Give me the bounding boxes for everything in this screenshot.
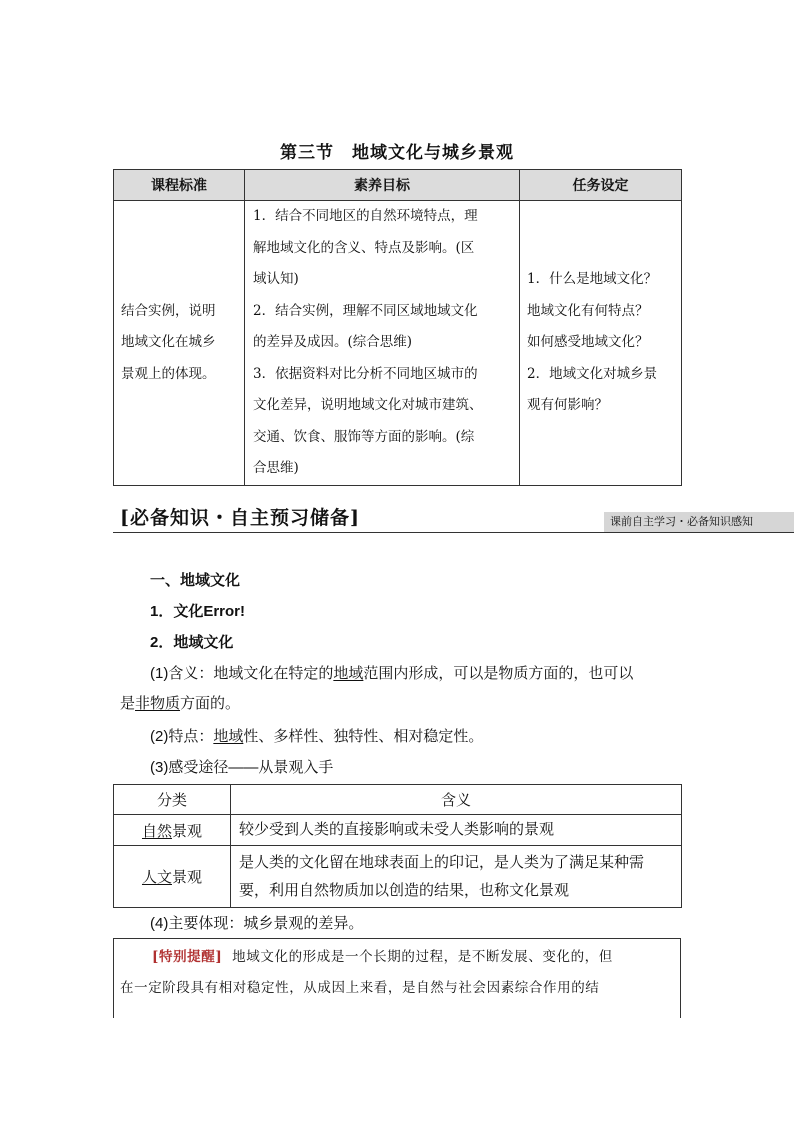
text-line: 2．结合实例，理解不同区域地域文化 <box>253 302 478 319</box>
text-line: 解地域文化的含义、特点及影响。(区 <box>253 239 475 256</box>
category-suffix: 景观 <box>172 822 203 840</box>
header-task-setting: 任务设定 <box>520 170 682 201</box>
literacy-goals-cell <box>245 201 520 486</box>
task-setting-cell <box>520 201 682 486</box>
table-row <box>114 846 682 908</box>
reminder-line-2: 在一定阶段具有相对稳定性，从成因上来看，是自然与社会因素综合作用的结 <box>120 980 600 996</box>
reminder-line-1 <box>152 945 613 965</box>
meaning-line-2 <box>120 692 240 713</box>
text-line: 的差异及成因。(综合思维) <box>253 334 413 350</box>
feature-label: (2)特点： <box>150 728 214 745</box>
landscape-table <box>113 784 682 908</box>
text-line: 合思维) <box>253 460 299 476</box>
item-culture <box>150 600 245 621</box>
section-title: [必备知识・自主预习储备] <box>120 507 360 529</box>
category-cell <box>114 846 231 908</box>
text-line: 3．依据资料对比分析不同地区城市的 <box>253 365 478 382</box>
item-regional-culture: 2．地域文化 <box>150 634 234 651</box>
meaning-line-1 <box>150 662 633 683</box>
header-literacy-goals: 素养目标 <box>245 170 520 201</box>
feature-line <box>150 725 483 746</box>
main-text: 城乡景观的差异。 <box>243 915 364 932</box>
page-title: 第三节 地域文化与城乡景观 <box>280 143 514 163</box>
section-divider <box>113 532 794 533</box>
feature-blank: 地域 <box>213 728 244 745</box>
item-culture-text: 1．文化Error! <box>150 603 246 620</box>
table-header-row <box>114 170 682 201</box>
meaning-text-d: 方面的。 <box>180 695 241 712</box>
text-line: 文化差异，说明地域文化对城市建筑、 <box>253 397 483 413</box>
text-line: 景观上的体现。 <box>121 365 216 382</box>
text-line: 1．结合不同地区的自然环境特点，理 <box>253 208 478 224</box>
reminder-label: [特别提醒] <box>152 949 223 965</box>
text-line: 结合实例，说明 <box>121 302 216 319</box>
table-header-row <box>114 785 682 815</box>
section-tag: 课前自主学习・必备知识感知 <box>604 512 794 532</box>
category-blank: 人文 <box>141 869 172 886</box>
meaning-blank-1: 地域 <box>333 665 364 682</box>
heading-regional-culture: 一、地域文化 <box>150 572 241 589</box>
meaning-cell <box>231 846 682 908</box>
main-manifestation-line <box>150 912 363 933</box>
text-line: 1．什么是地域文化？ <box>527 271 658 287</box>
meaning-text-b: 范围内形成，可以是物质方面的，也可以 <box>363 665 634 682</box>
meaning-text-a: 地域文化在特定的 <box>213 665 334 682</box>
course-standards-table <box>113 169 682 486</box>
text-line: 地域文化有何特点？ <box>527 302 649 319</box>
text-line: 地域文化在城乡 <box>121 334 216 350</box>
meaning-text-c: 是 <box>120 695 136 712</box>
meaning-blank-2: 非物质 <box>135 695 181 712</box>
category-suffix: 景观 <box>172 869 203 886</box>
meaning-label: (1)含义： <box>150 665 214 682</box>
table-row <box>114 201 682 486</box>
category-blank: 自然 <box>141 822 172 840</box>
curriculum-standard-cell <box>114 201 245 486</box>
category-cell <box>114 815 231 846</box>
header-meaning: 含义 <box>231 785 682 815</box>
perceive-line: (3)感受途径——从景观入手 <box>150 759 334 776</box>
text-line: 交通、饮食、服饰等方面的影响。(综 <box>253 428 475 445</box>
main-label: (4)主要体现： <box>150 915 244 932</box>
meaning-cell <box>231 815 682 846</box>
text-line: 如何感受地域文化？ <box>527 334 649 350</box>
text-line: 观有何影响？ <box>527 397 608 413</box>
text-line: 域认知) <box>253 271 299 287</box>
reminder-text-1: 地域文化的形成是一个长期的过程，是不断发展、变化的，但 <box>232 949 613 965</box>
header-category: 分类 <box>114 785 231 815</box>
table-row <box>114 815 682 846</box>
text-line: 2．地域文化对城乡景 <box>527 365 658 382</box>
text-line: 较少受到人类的直接影响或未受人类影响的景观 <box>239 821 555 838</box>
text-line: 是人类的文化留在地球表面上的印记，是人类为了满足某种需 <box>239 853 645 871</box>
header-curriculum-standard: 课程标准 <box>114 170 245 201</box>
feature-text: 性、多样性、独特性、相对稳定性。 <box>243 728 484 745</box>
text-line: 要，利用自然物质加以创造的结果，也称文化景观 <box>239 881 570 899</box>
